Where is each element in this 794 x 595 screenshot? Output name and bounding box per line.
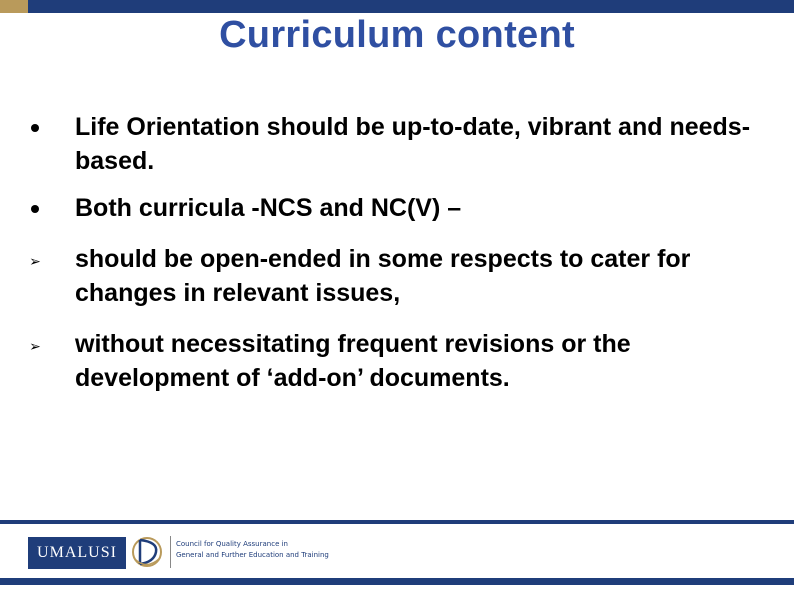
logo-text: UMALUSI <box>37 544 117 561</box>
arrow-bullet-icon: ➢ <box>29 338 41 354</box>
bullet-dot-icon <box>28 205 42 213</box>
top-banner <box>0 0 794 13</box>
council-name <box>176 539 376 561</box>
umalusi-emblem-icon <box>128 530 166 574</box>
council-line-1: Council for Quality Assurance in <box>176 540 288 548</box>
top-accent-square <box>0 0 28 13</box>
bullet-text: without necessitating frequent revisions or the development of ‘add-on’ documents. <box>75 330 631 392</box>
bullet-text: Both curricula -NCS and NC(V) – <box>75 194 462 222</box>
bullet-dot-icon <box>28 124 42 132</box>
council-line-2: General and Further Education and Training <box>176 551 329 559</box>
umalusi-logo <box>28 537 126 569</box>
bullet-text: should be open-ended in some respects to cater for changes in relevant issues, <box>75 245 691 307</box>
bullet-text: Life Orientation should be up-to-date, vibrant and needs-based. <box>75 113 751 175</box>
slide-title: Curriculum content <box>219 14 575 56</box>
arrow-bullet-icon: ➢ <box>29 253 41 269</box>
footer-divider <box>170 536 171 568</box>
footer-rule-top <box>0 520 794 524</box>
footer-rule-bottom <box>0 578 794 585</box>
